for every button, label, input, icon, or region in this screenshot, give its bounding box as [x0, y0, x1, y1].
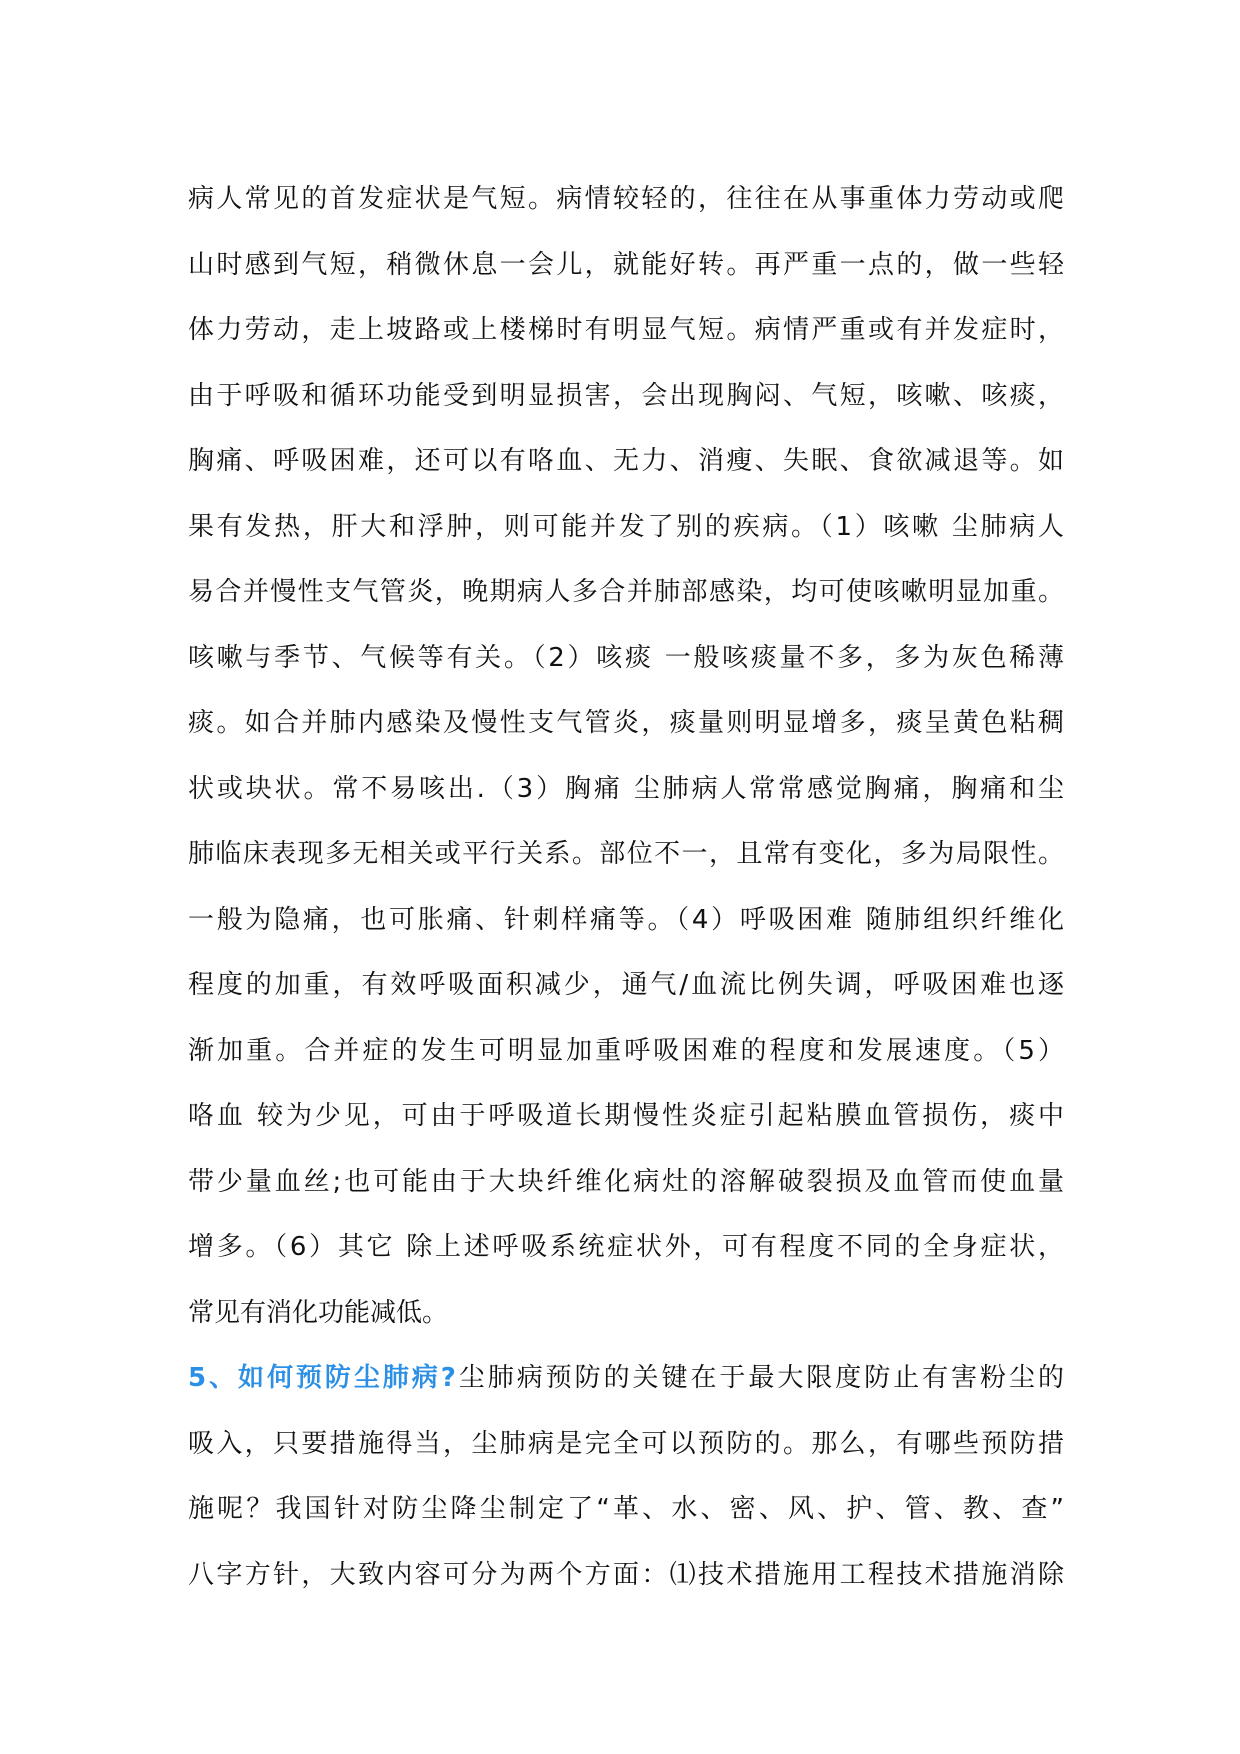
section-line: 吸入，只要措施得当，尘肺病是完全可以预防的。那么，有哪些预防措 [188, 1428, 1064, 1459]
body-line: 一般为隐痛，也可胀痛、针刺样痛等。（4）呼吸困难 随肺组织纤维化 [188, 904, 1064, 935]
body-line: 咳嗽与季节、气候等有关。（2）咳痰 一般咳痰量不多，多为灰色稀薄 [188, 642, 1064, 673]
section-line: 施呢？我国针对防尘降尘制定了“革、水、密、风、护、管、教、查” [188, 1494, 1064, 1524]
section-line: 八字方针，大致内容可分为两个方面：⑴技术措施用工程技术措施消除 [188, 1559, 1064, 1590]
body-line: 肺临床表现多无相关或平行关系。部位不一，且常有变化，多为局限性。 [188, 839, 1064, 869]
body-line: 病人常见的首发症状是气短。病情较轻的，往往在从事重体力劳动或爬 [188, 184, 1064, 214]
body-line: 状或块状。常不易咳出.（3）胸痛 尘肺病人常常感觉胸痛，胸痛和尘 [188, 773, 1064, 804]
body-line: 果有发热，肝大和浮肿，则可能并发了别的疾病。（1）咳嗽 尘肺病人 [188, 511, 1064, 542]
body-line: 程度的加重，有效呼吸面积减少，通气/血流比例失调，呼吸困难也逐 [188, 970, 1064, 1000]
body-line: 体力劳动，走上坡路或上楼梯时有明显气短。病情严重或有并发症时， [188, 315, 1064, 345]
body-line: 由于呼吸和循环功能受到明显损害，会出现胸闷、气短，咳嗽、咳痰， [188, 380, 1064, 411]
body-line: 山时感到气短，稍微休息一会儿，就能好转。再严重一点的，做一些轻 [188, 249, 1064, 280]
body-line: 痰。如合并肺内感染及慢性支气管炎，痰量则明显增多，痰呈黄色粘稠 [188, 708, 1064, 738]
body-line: 渐加重。合并症的发生可明显加重呼吸困难的程度和发展速度。（5） [188, 1035, 1064, 1066]
body-line: 胸痛、呼吸困难，还可以有咯血、无力、消瘦、失眠、食欲减退等。如 [188, 446, 1064, 476]
body-line: 易合并慢性支气管炎，晚期病人多合并肺部感染，均可使咳嗽明显加重。 [188, 577, 1064, 607]
body-line: 常见有消化功能减低。 [188, 1297, 449, 1328]
body-line: 带少量血丝;也可能由于大块纤维化病灶的溶解破裂损及血管而使血量 [188, 1166, 1064, 1197]
body-line: 增多。（6）其它 除上述呼吸系统症状外，可有程度不同的全身症状， [188, 1232, 1064, 1262]
document-body [188, 167, 1064, 1608]
section-heading: 5、如何预防尘肺病? [188, 1363, 456, 1393]
section-heading-line [188, 1346, 1064, 1412]
body-line: 咯血 较为少见，可由于呼吸道长期慢性炎症引起粘膜血管损伤，痰中 [188, 1101, 1064, 1131]
section-heading-rest: 尘肺病预防的关键在于最大限度防止有害粉尘的 [455, 1363, 1064, 1393]
